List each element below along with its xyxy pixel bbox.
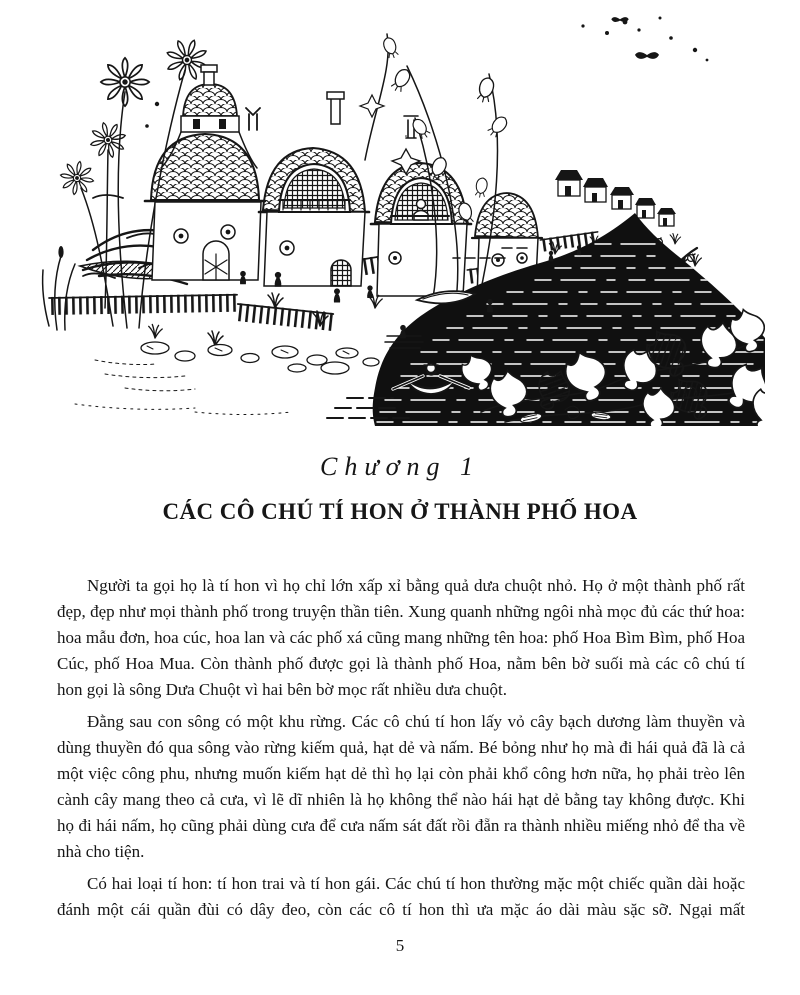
- distant-houses: [555, 170, 676, 226]
- house-3: [371, 116, 471, 296]
- house-1: [145, 65, 265, 280]
- chapter-label: Chương 1: [320, 452, 480, 481]
- paragraph-2: Đằng sau con sông có một khu rừng. Các cô chú tí hon lấy vỏ cây bạch dương làm thuyền và dùng thuyền đó qua sông vào rừng kiếm quả, hạt dẻ và nấm. Bé bỏng như họ mà đi hái quả đã là cả một việc công phu, nhưng muốn kiếm hạt dẻ thì họ lại còn phải khổ công hơn nữa, họ phải trèo lên cành cây mang theo cả cưa, vì lẽ dĩ nhiên là họ không thể nào hái hạt dẻ bằng tay không được. Khi họ đi hái nấm, họ cũng phải dùng cưa để cưa nấm sát đất rồi đẵn ra thành nhiều miếng nhỏ để tha về nhà cho tiện.: [57, 712, 745, 861]
- chapter-title: CÁC CÔ CHÚ TÍ HON Ở THÀNH PHỐ HOA: [162, 499, 638, 524]
- paragraph-3: Có hai loại tí hon: tí hon trai và tí hon gái. Các chú tí hon thường mặc một chiếc quần dài hoặc đánh một cái quần đùi có dây đeo, còn các cô tí hon thì ưa mặc áo dài màu sặc sỡ. Ngại mất: [57, 874, 745, 919]
- village-scene-drawing: [35, 8, 765, 426]
- house-2: [259, 92, 369, 286]
- paragraph-1: Người ta gọi họ là tí hon vì họ chỉ lớn xấp xỉ bằng quả dưa chuột nhỏ. Họ ở một thành phố rất đẹp, đẹp như mọi thành phố trong truyện thần tiên. Xung quanh những ngôi nhà mọc đủ các thứ hoa: hoa mẫu đơn, hoa cúc, hoa lan và các phố xá cũng mang những tên hoa: phố Hoa Bìm Bìm, phố Hoa Cúc, phố Hoa Mua. Còn thành phố được gọi là thành phố Hoa, nằm bên bờ suối mà các cô chú tí hon gọi là sông Dưa Chuột vì hai bên bờ mọc rất nhiều dưa chuột.: [57, 576, 745, 699]
- chapter-body: [57, 573, 745, 923]
- chapter-illustration: [35, 8, 765, 426]
- page-number: 5: [395, 936, 405, 955]
